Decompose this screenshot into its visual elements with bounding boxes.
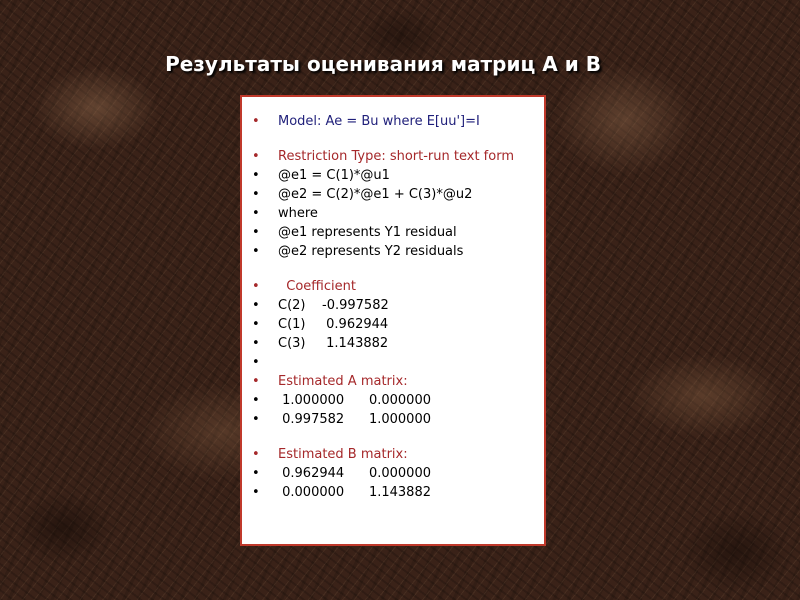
results-panel (240, 95, 546, 546)
list-item-a-matrix-row-2: • 0.997582 1.000000 (242, 412, 544, 428)
list-item-a-matrix-header: • Estimated A matrix: (242, 374, 544, 390)
list-item-equation-e1: • @e1 = C(1)*@u1 (242, 168, 544, 184)
list-item-b-matrix-row-2: • 0.000000 1.143882 (242, 485, 544, 501)
list-item-e2-description: • @e2 represents Y2 residuals (242, 244, 544, 260)
list-item-equation-e2: • @e2 = C(2)*@e1 + C(3)*@u2 (242, 187, 544, 203)
slide-title: Результаты оценивания матриц А и В (165, 52, 601, 76)
list-item-b-matrix-row-1: • 0.962944 0.000000 (242, 466, 544, 482)
list-item-coefficient-c3: • C(3) 1.143882 (242, 336, 544, 352)
list-item-coefficient-c2: • C(2) -0.997582 (242, 298, 544, 314)
list-item-model: • Model: Ae = Bu where E[uu']=I (242, 114, 544, 130)
list-item-where: • where (242, 206, 544, 222)
list-item-coefficient-c1: • C(1) 0.962944 (242, 317, 544, 333)
list-item-e1-description: • @e1 represents Y1 residual (242, 225, 544, 241)
list-item-a-matrix-row-1: • 1.000000 0.000000 (242, 393, 544, 409)
list-item-coefficient-header: • Coefficient (242, 279, 544, 295)
results-list (242, 114, 544, 504)
list-item-b-matrix-header: • Estimated B matrix: (242, 447, 544, 463)
list-item-empty (242, 355, 544, 371)
list-item-restriction-type: • Restriction Type: short-run text form (242, 149, 544, 165)
